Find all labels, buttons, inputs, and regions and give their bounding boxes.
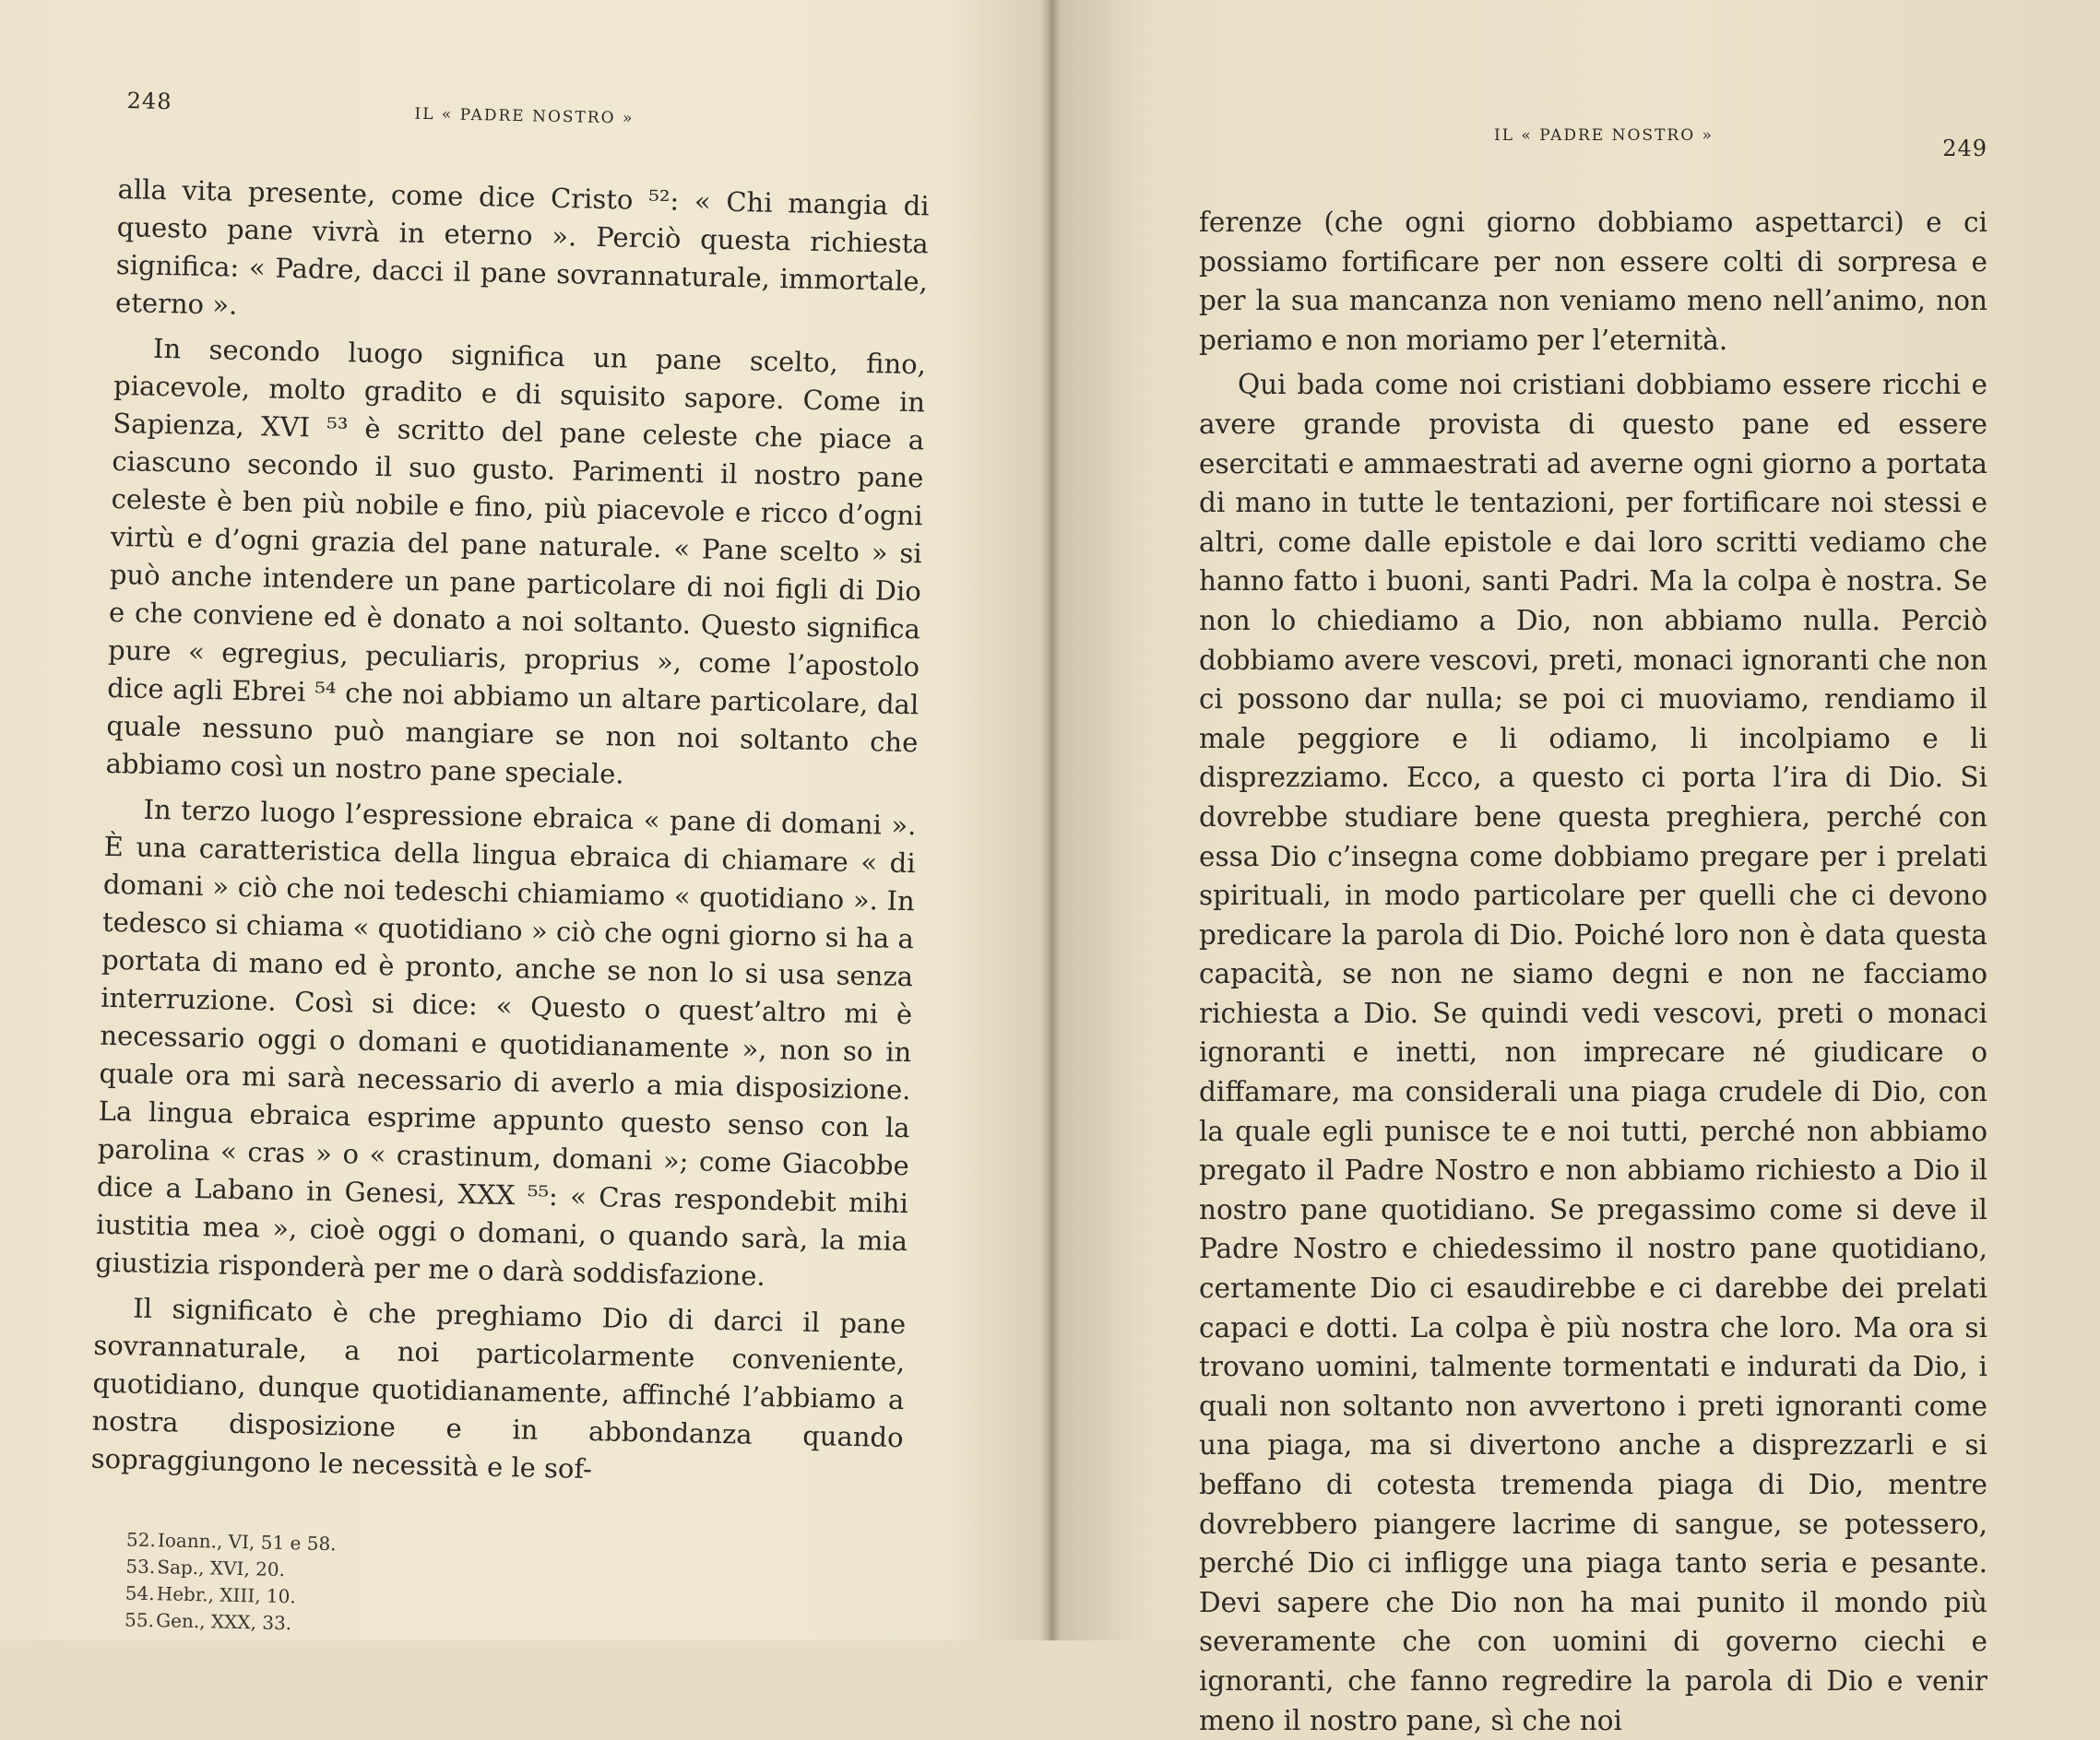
paragraph: In terzo luogo l’espressione ebraica « pane di domani ». È una caratteristica della lingua ebraica di chiamare « di domani » ciò che noi tedeschi chiamiamo « quotidiano ». In tedesco si chiama « quotidiano » ciò che ogni giorno si ha a portata di mano ed è pronto, anche se non lo si usa senza interruzione. Così si dice: « Questo o quest’altro mi è necessario oggi o domani e quotidianamente », non so in quale ora mi sarà necessario di averlo a mia disposizione. La lingua ebraica esprime appunto questo senso con la parolina « cras » o « crastinum, domani »; come Giacobbe dice a Labano in Genesi, XXX ⁵⁵: « Cras respondebit mihi iustitia mea », cioè oggi o domani, o quando sarà, la mia giustizia risponderà per me o darà soddisfazione. xyxy=(94,793,917,1292)
paragraph: alla vita presente, come dice Cristo ⁵²: « Chi mangia di questo pane vivrà in eterno ». Perciò questa richiesta significa: « Padre, dacci il pane sovrannaturale, immortale, eterno ». xyxy=(114,172,930,321)
footnote-number: 54. xyxy=(125,1581,155,1605)
right-body-text xyxy=(1199,203,1987,1740)
footnote-text: Sap., XVI, 20. xyxy=(157,1556,286,1581)
paragraph: Il significato è che preghiamo Dio di darci il pane sovrannaturale, a noi particolarmente conveniente, quotidiano, dunque quotidianamente, affinché l’abbiamo a nostra disposizione e in abbondanza quando sopraggiungono le necessità e le sof- xyxy=(90,1292,907,1486)
footnote-text: Hebr., XIII, 10. xyxy=(156,1582,297,1608)
page-number: 249 xyxy=(1942,136,1987,161)
paragraph: ferenze (che ogni giorno dobbiamo aspettarci) e ci possiamo fortificare per non essere colti di sorpresa e per la sua mancanza non veniamo meno nell’animo, non periamo e non moriamo per l’eternità. xyxy=(1199,207,1987,356)
running-title: IL « PADRE NOSTRO » xyxy=(414,104,635,128)
right-page xyxy=(1051,0,2100,1736)
running-title: IL « PADRE NOSTRO » xyxy=(1494,126,1714,145)
paragraph: Qui bada come noi cristiani dobbiamo essere ricchi e avere grande provista di questo pane ed essere esercitati e ammaestrati ad averne ogni giorno a portata di mano in tutte le tentazioni, per fortificare noi stessi e altri, come dalle epistole e dai loro scritti vediamo che hanno fatto i buoni, santi Padri. Ma la colpa è nostra. Se non lo chiediamo a Dio, non abbiamo nulla. Perciò dobbiamo avere vescovi, preti, monaci ignoranti che non ci possono dar nulla; se poi ci muoviamo, rendiamo il male peggiore e li odiamo, li incolpiamo e li disprezziamo. Ecco, a questo ci porta l’ira di Dio. Si dovrebbe studiare bene questa preghiera, perché con essa Dio c’insegna come dobbiamo pregare per i prelati spirituali, in modo particolare per quelli che ci devono predicare la parola di Dio. Poiché loro non è data questa capacità, se non ne siamo degni e non ne facciamo richiesta a Dio. Se quindi vedi vescovi, preti o monaci ignoranti e inetti, non imprecare né giudicare o diffamare, ma considerali una piaga crudele di Dio, con la quale egli punisce te e noi tutti, perché non abbiamo pregato il Padre Nostro e non abbiamo richiesto a Dio il nostro pane quotidiano. Se pregassimo come si deve il Padre Nostro e chiedessimo il nostro pane quotidiano, certamente Dio ci esaudirebbe e ci darebbe dei prelati capaci e dotti. La colpa è più nostra che loro. Ma ora si trovano uomini, talmente tormentati e indurati da Dio, i quali non soltanto non avvertono i preti ignoranti come una piaga, ma si divertono anche a disprezzarli e si beffano di cotesta tremenda piaga di Dio, mentre dovrebbero piangere lacrime di sangue, se potessero, perché Dio ci infligge una piaga tanto seria e pesante. Devi sapere che Dio non ha mai punito il mondo più severamente che con uomini di governo ciechi e ignoranti, che fanno regredire la parola di Dio e venir meno il nostro pane, sì che noi xyxy=(1199,369,1987,1736)
paragraph: In secondo luogo significa un pane scelto, fino, piacevole, molto gradito e di squisito sapore. Come in Sapienza, XVI ⁵³ è scritto del pane celeste che piace a ciascuno secondo il suo gusto. Parimenti il nostro pane celeste è ben più nobile e fino, più piacevole e ricco d’ogni virtù e d’ogni grazia del pane naturale. « Pane scelto » si può anche intendere un pane particolare di noi figli di Dio e che conviene ed è donato a noi soltanto. Questo significa pure « egregius, peculiaris, proprius », come l’apostolo dice agli Ebrei ⁵⁴ che noi abbiamo un altare particolare, dal quale nessuno può mangiare se non noi soltanto che abbiamo così un nostro pane speciale. xyxy=(105,332,927,790)
footnote-number: 52. xyxy=(125,1528,157,1552)
footnote-text: Gen., XXX, 33. xyxy=(155,1609,292,1635)
page-number: 248 xyxy=(126,88,172,115)
footnote-number: 55. xyxy=(124,1608,155,1632)
left-running-head xyxy=(118,88,931,187)
footnote-number: 53. xyxy=(125,1555,156,1579)
footnote-text: Ioann., VI, 51 e 58. xyxy=(157,1529,337,1556)
left-page xyxy=(0,0,1051,1640)
left-body-text xyxy=(90,171,930,1495)
footnotes xyxy=(88,1526,901,1650)
right-running-head xyxy=(1199,124,1987,203)
